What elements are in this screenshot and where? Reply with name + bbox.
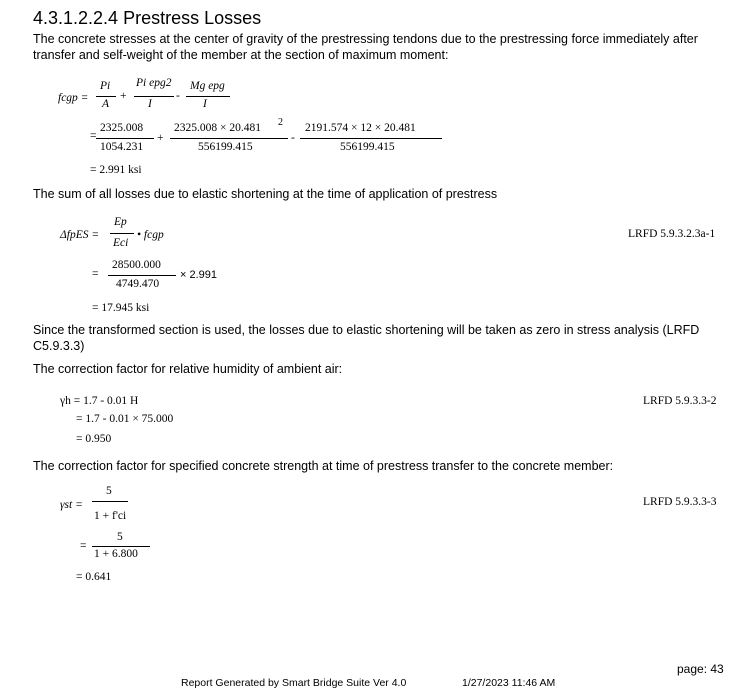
gamma-st-numerator: 5 <box>106 485 112 497</box>
elastic-shortening-text: The sum of all losses due to elastic shortening at the time of application of prestress <box>33 187 498 201</box>
es-value-fraction-bar <box>108 275 176 276</box>
n3-denominator: 556199.415 <box>340 141 395 153</box>
lrfd-reference: LRFD 5.9.3.2.3a-1 <box>628 228 716 240</box>
term2-numerator: Pi epg2 <box>136 77 172 89</box>
gamma-st-fraction-bar <box>92 501 128 502</box>
plus-sign: + <box>157 132 164 144</box>
es-fraction-bar <box>110 233 134 234</box>
page-number: page: 43 <box>677 662 724 676</box>
equals-sign: = <box>90 130 97 142</box>
es-frac-denominator: Eci <box>113 237 129 249</box>
term2-fraction-bar <box>134 96 174 97</box>
es-result: = 17.945 ksi <box>92 302 150 314</box>
es-numerator: 28500.000 <box>112 259 161 271</box>
term1-fraction-bar <box>96 96 116 97</box>
es-lhs: ΔfpES = <box>60 229 100 241</box>
n2-fraction-bar <box>170 138 288 139</box>
gamma-h-formula: γh = 1.7 - 0.01 H <box>60 395 139 407</box>
gamma-h-result: = 0.950 <box>76 433 112 445</box>
term1-numerator: Pi <box>100 80 111 92</box>
equals-sign: = <box>80 540 87 552</box>
es-times: × 2.991 <box>180 269 218 281</box>
gamma-st-lhs: γst = <box>60 499 83 511</box>
n2-denominator: 556199.415 <box>198 141 253 153</box>
report-date: 1/27/2023 11:46 AM <box>462 677 556 689</box>
n2-exponent: 2 <box>278 117 283 128</box>
n3-numerator: 2191.574 × 12 × 20.481 <box>305 122 416 134</box>
term3-denominator: I <box>203 98 207 110</box>
gamma-st-result: = 0.641 <box>76 571 112 583</box>
equals-sign: = <box>92 268 99 280</box>
transformed-section-note: Since the transformed section is used, the losses due to elastic shortening will be taken as zero in stress analysis (LRFD C5.9.3.3) <box>33 323 700 353</box>
gamma-st-value-numerator: 5 <box>117 531 123 543</box>
es-multiplier: • fcgp <box>137 229 164 241</box>
term2-denominator: I <box>148 98 152 110</box>
fcgp-result: = 2.991 ksi <box>90 164 142 176</box>
strength-text: The correction factor for specified concrete strength at time of prestress transfer to the concrete member: <box>33 459 614 473</box>
plus-sign: + <box>120 90 127 102</box>
n2-numerator: 2325.008 × 20.481 <box>174 122 261 134</box>
minus-sign: - <box>291 132 295 144</box>
intro-paragraph: The concrete stresses at the center of gravity of the prestressing tendons due to the prestressing force immediately after transfer and self-weight of the member at the section of maximum moment: <box>33 32 698 62</box>
n1-denominator: 1054.231 <box>100 141 144 153</box>
es-denominator: 4749.470 <box>116 278 160 290</box>
term3-numerator: Mg epg <box>190 80 225 92</box>
report-generated-by: Report Generated by Smart Bridge Suite Ver 4.0 <box>181 677 407 689</box>
gamma-h-substitution: = 1.7 - 0.01 × 75.000 <box>76 413 174 425</box>
humidity-text: The correction factor for relative humidity of ambient air: <box>33 362 343 376</box>
gamma-st-denominator: 1 + f'ci <box>94 510 127 522</box>
lrfd-reference: LRFD 5.9.3.3-2 <box>643 395 717 407</box>
term1-denominator: A <box>102 98 110 110</box>
fcgp-lhs: fcgp = <box>58 92 89 104</box>
section-heading: 4.3.1.2.2.4 Prestress Losses <box>33 8 262 28</box>
n1-fraction-bar <box>96 138 154 139</box>
gamma-st-value-fraction-bar <box>92 546 150 547</box>
n1-numerator: 2325.008 <box>100 122 144 134</box>
minus-sign: - <box>176 90 180 102</box>
lrfd-reference: LRFD 5.9.3.3-3 <box>643 496 717 508</box>
n3-fraction-bar <box>300 138 442 139</box>
term3-fraction-bar <box>186 96 230 97</box>
gamma-st-value-denominator: 1 + 6.800 <box>94 548 138 560</box>
es-frac-numerator: Ep <box>114 216 127 228</box>
